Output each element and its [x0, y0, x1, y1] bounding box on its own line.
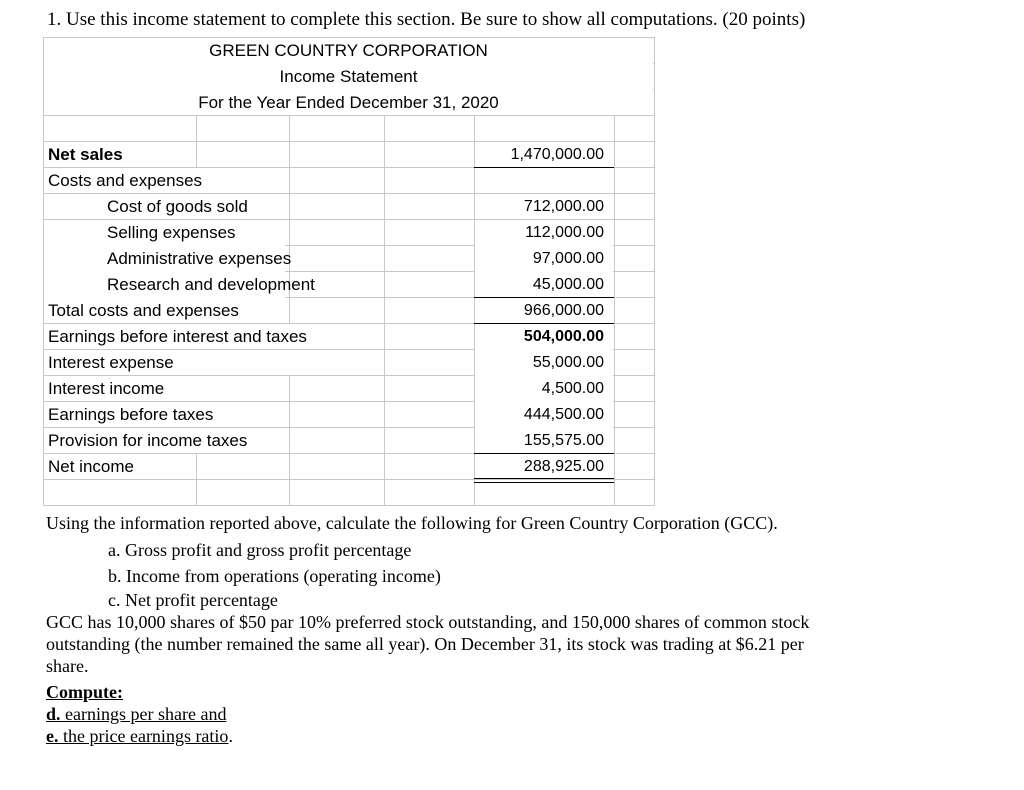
double-underline-1 [474, 478, 614, 479]
company-name: GREEN COUNTRY CORPORATION [209, 41, 488, 60]
value-interest-income: 4,500.00 [541, 380, 604, 397]
item-c: c. Net profit percentage [108, 590, 278, 610]
value-administrative-expenses: 97,000.00 [532, 250, 604, 267]
value-selling-expenses: 112,000.00 [525, 224, 604, 241]
label-provision-for-income-taxes: Provision for income taxes [48, 431, 248, 450]
label-costs-and-expenses: Costs and expenses [48, 171, 203, 190]
label-research-and-development: Research and development [107, 275, 315, 294]
label-total-costs-and-expenses: Total costs and expenses [48, 301, 239, 320]
label-net-sales: Net sales [48, 145, 123, 164]
question-header: 1. Use this income statement to complete this section. Be sure to show all computations. (20 points) [47, 9, 806, 30]
value-net-income: 288,925.00 [523, 458, 604, 475]
value-research-and-development: 45,000.00 [532, 276, 604, 293]
net-income-top-line [474, 453, 614, 454]
label-earnings-before-taxes: Earnings before taxes [48, 405, 214, 424]
value-net-sales: 1,470,000.00 [510, 146, 604, 163]
value-provision-for-income-taxes: 155,575.00 [523, 432, 604, 449]
label-interest-expense: Interest expense [48, 353, 174, 372]
label-cost-of-goods-sold: Cost of goods sold [107, 197, 248, 216]
value-total-costs-and-expenses: 966,000.00 [523, 302, 604, 319]
subtotal-line-top [474, 297, 614, 298]
double-underline-2 [474, 482, 614, 483]
value-earnings-before-interest-and-taxes: 504,000.00 [523, 328, 604, 345]
label-interest-income: Interest income [48, 379, 165, 398]
compute-item-e-letter: e. [46, 726, 59, 746]
paragraph-line-1: GCC has 10,000 shares of $50 par 10% preferred stock outstanding, and 150,000 shares of common stock [46, 612, 810, 632]
item-a: a. Gross profit and gross profit percentage [108, 540, 412, 560]
compute-heading: Compute: [46, 682, 123, 702]
value-earnings-before-taxes: 444,500.00 [523, 406, 604, 423]
item-b: b. Income from operations (operating income) [108, 566, 441, 586]
net-sales-underline [474, 167, 614, 168]
label-selling-expenses: Selling expenses [107, 223, 236, 242]
label-earnings-before-interest-and-taxes: Earnings before interest and taxes [48, 327, 307, 346]
label-administrative-expenses: Administrative expenses [107, 249, 292, 268]
compute-item-e-period: . [228, 726, 233, 746]
compute-item-d [46, 704, 226, 725]
compute-item-e-text: the price earnings ratio [58, 726, 229, 746]
value-cost-of-goods-sold: 712,000.00 [523, 198, 604, 215]
statement-title: Income Statement [279, 67, 418, 86]
instructions-intro: Using the information reported above, calculate the following for Green Country Corporation (GCC). [46, 513, 778, 533]
value-interest-expense: 55,000.00 [532, 354, 604, 371]
paragraph-line-2: outstanding (the number remained the same all year). On December 31, its stock was trading at $6.21 per [46, 634, 804, 654]
label-net-income: Net income [48, 457, 134, 476]
income-statement-spreadsheet [43, 37, 654, 506]
statement-period: For the Year Ended December 31, 2020 [198, 93, 499, 112]
subtotal-line-bottom [474, 323, 614, 324]
compute-item-d-text: earnings per share and [60, 704, 227, 724]
compute-item-e [46, 726, 233, 747]
compute-item-d-letter: d. [46, 704, 61, 724]
paragraph-line-3: share. [46, 656, 89, 676]
